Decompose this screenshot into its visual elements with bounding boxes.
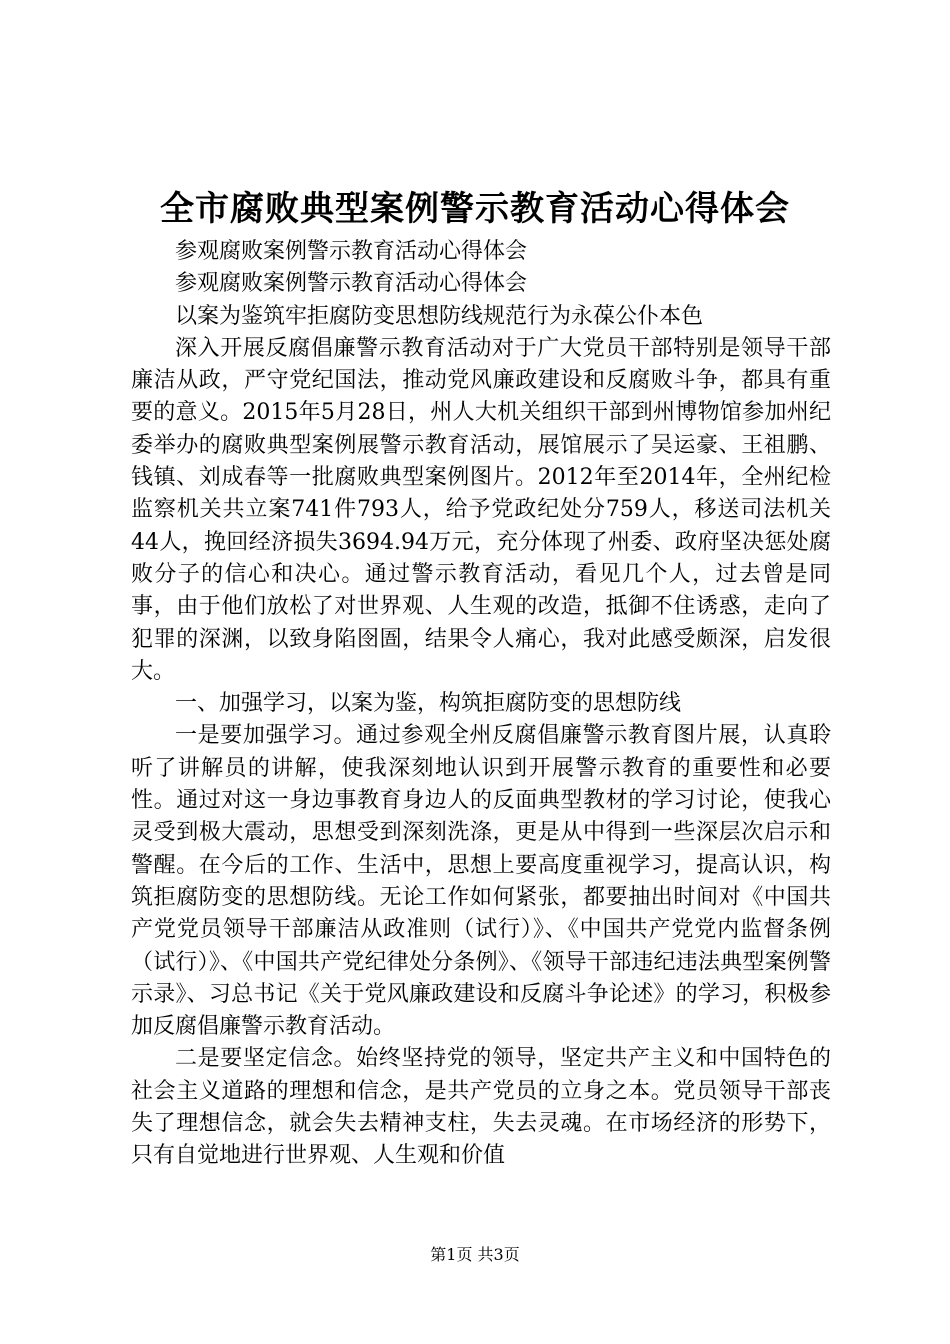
page-footer: 第1页 共3页 <box>430 1245 520 1264</box>
document-title: 全市腐败典型案例警示教育活动心得体会 <box>160 189 790 229</box>
paragraph-heading: 以案为鉴筑牢拒腐防变思想防线规范行为永葆公仆本色 <box>175 303 704 329</box>
paragraph-study: 一是要加强学习。通过参观全州反腐倡廉警示教育图片展，认真聆听了讲解员的讲解，使我深刻地认识到开展警示教育的重要性和必要性。通过对这一身边事教育身边人的反面典型教材的学习讨论，使我心灵受到极大震动，思想受到深刻洗涤，更是从中得到一些深层次启示和警醒。在今后的工作、生活中，思想上要高度重视学习，提高认识，构筑拒腐防变的思想防线。无论工作如何紧张，都要抽出时间对《中国共产党党员领导干部廉洁从政准则（试行）》、《中国共产党党内监督条例（试行）》、《中国共产党纪律处分条例》、《领导干部违纪违法典型案例警示录》、习总书记《关于党风廉政建设和反腐斗争论述》的学习，积极参加反腐倡廉警示教育活动。 <box>131 723 831 1040</box>
paragraph-belief: 二是要坚定信念。始终坚持党的领导，坚定共产主义和中国特色的社会主义道路的理想和信念，是共产党员的立身之本。党员领导干部丧失了理想信念，就会失去精神支柱，失去灵魂。在市场经济的形势下，只有自觉地进行世界观、人生观和价值 <box>131 1046 831 1169</box>
paragraph-subtitle-2: 参观腐败案例警示教育活动心得体会 <box>175 271 528 297</box>
paragraph-intro: 深入开展反腐倡廉警示教育活动对于广大党员干部特别是领导干部廉洁从政，严守党纪国法，推动党风廉政建设和反腐败斗争，都具有重要的意义。2015年5月28日，州人大机关组织干部到州博物馆参加州纪委举办的腐败典型案例展警示教育活动，展馆展示了吴运豪、王祖鹏、钱镇、刘成春等一批腐败典型案例图片。2012年至2014年，全州纪检监察机关共立案741件793人，给予党政纪处分759人，移送司法机关44人，挽回经济损失3694.94万元，充分体现了州委、政府坚决惩处腐败分子的信心和决心。通过警示教育活动，看见几个人，过去曾是同事，由于他们放松了对世界观、人生观的改造，抵御不住诱惑，走向了犯罪的深渊，以致身陷囹圄，结果令人痛心，我对此感受颇深，启发很大。 <box>131 335 831 684</box>
document-body <box>131 236 831 1173</box>
section-heading-1: 一、加强学习，以案为鉴，构筑拒腐防变的思想防线 <box>175 691 682 717</box>
paragraph-subtitle-1: 参观腐败案例警示教育活动心得体会 <box>175 239 528 264</box>
